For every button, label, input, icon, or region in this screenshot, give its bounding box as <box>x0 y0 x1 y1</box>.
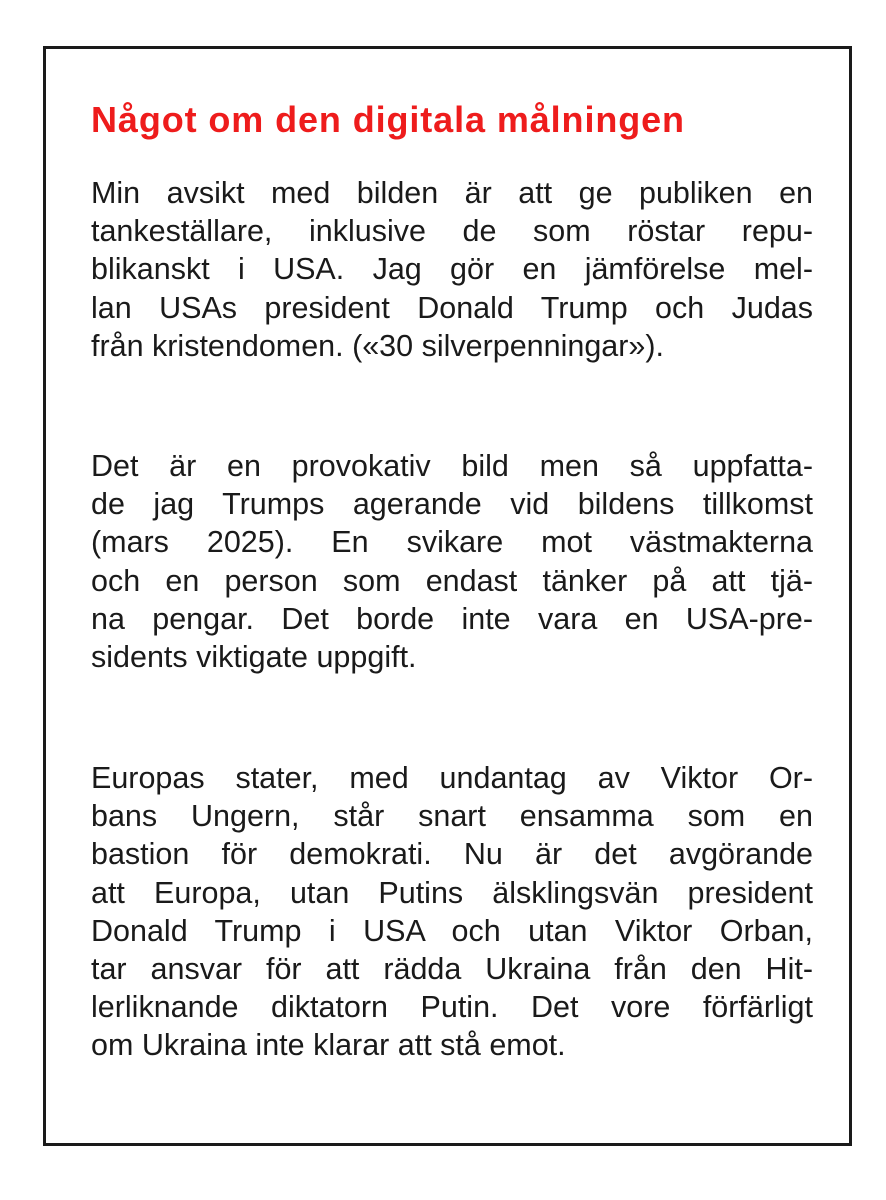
paragraph-line: lerliknande diktatorn Putin. Det vore förfärligt <box>91 990 813 1025</box>
paragraph-line: från kristendomen. («30 silverpenningar»). <box>91 328 665 363</box>
document-title: Något om den digitala målningen <box>91 99 685 140</box>
paragraph-line: Min avsikt med bilden är att ge publiken en <box>91 176 813 210</box>
text-frame <box>43 46 852 1146</box>
paragraph-line: Europas stater, med undantag av Viktor Or- <box>91 761 813 795</box>
paragraph-europe <box>91 759 813 1065</box>
paragraph-line: blikanskt i USA. Jag gör en jämförelse mel- <box>91 252 813 287</box>
paragraph-line: sidents viktigate uppgift. <box>91 639 417 674</box>
paragraph-line: tar ansvar för att rädda Ukraina från den Hit- <box>91 951 813 986</box>
paragraph-line: om Ukraina inte klarar att stå emot. <box>91 1028 566 1063</box>
paragraph-provocative <box>91 447 813 676</box>
paragraph-line: och en person som endast tänker på att tjä- <box>91 563 813 598</box>
paragraph-line: na pengar. Det borde inte vara en USA-pre- <box>91 601 813 636</box>
paragraph-line: bastion för demokrati. Nu är det avgörande <box>91 837 813 872</box>
paragraph-line: bans Ungern, står snart ensamma som en <box>91 799 813 834</box>
paragraph-line: de jag Trumps agerande vid bildens tillkomst <box>91 487 813 522</box>
paragraph-line: tankeställare, inklusive de som röstar repu- <box>91 214 813 249</box>
paragraph-line: (mars 2025). En svikare mot västmakterna <box>91 525 813 560</box>
paragraph-line: lan USAs president Donald Trump och Judas <box>91 290 813 325</box>
paragraph-line: att Europa, utan Putins älsklingsvän president <box>91 875 813 910</box>
paragraph-line: Det är en provokativ bild men så uppfatta- <box>91 449 813 483</box>
paragraph-line: Donald Trump i USA och utan Viktor Orban, <box>91 913 813 948</box>
paragraph-intention <box>91 174 813 365</box>
